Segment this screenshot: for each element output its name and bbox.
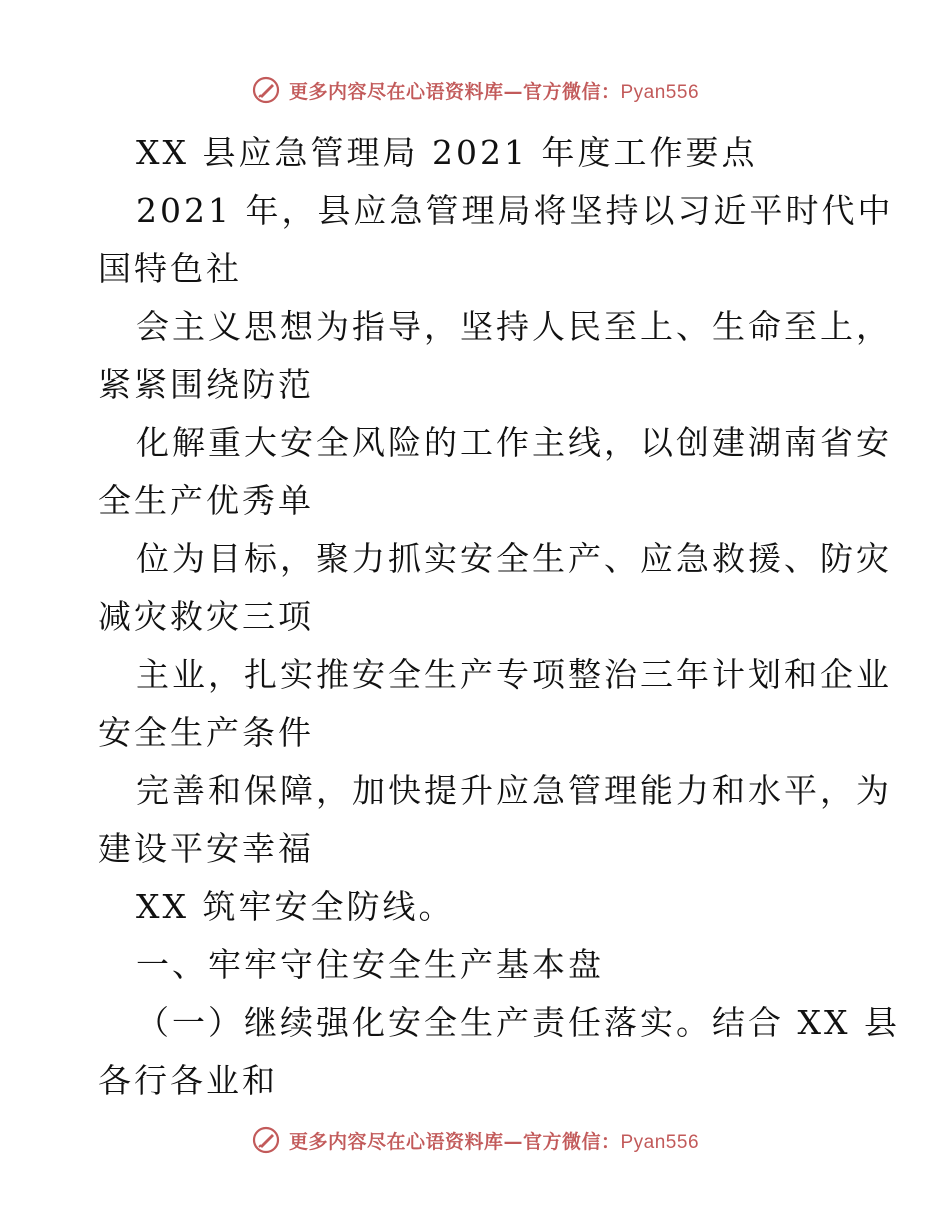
- text-line: 紧紧围绕防范: [98, 365, 314, 404]
- text-line: 减灾救灾三项: [98, 597, 314, 636]
- text-line: XX 县应急管理局 2021 年度工作要点: [136, 133, 758, 172]
- text-line: 会主义思想为指导，坚持人民至上、生命至上，: [136, 307, 892, 346]
- quill-circle-icon: [251, 1125, 281, 1155]
- text-line: 一、牢牢守住安全生产基本盘: [136, 945, 604, 984]
- text-line: 主业，扎实推安全生产专项整治三年计划和企业: [136, 655, 892, 694]
- text-line: 建设平安幸福: [98, 829, 314, 868]
- text-line: 各行各业和: [98, 1061, 278, 1100]
- watermark-text: 更多内容尽在心语资料库—官方微信：Pyan556: [288, 1130, 700, 1153]
- watermark-text: 更多内容尽在心语资料库—官方微信：Pyan556: [288, 80, 700, 103]
- watermark-banner-top: [0, 70, 950, 110]
- text-line: 2021 年，县应急管理局将坚持以习近平时代中: [136, 191, 894, 230]
- text-line: 完善和保障，加快提升应急管理能力和水平，为: [136, 771, 892, 810]
- text-line: XX 筑牢安全防线。: [136, 887, 455, 926]
- text-line: 位为目标，聚力抓实安全生产、应急救援、防灾: [136, 539, 892, 578]
- document-body: [98, 124, 900, 1110]
- text-line: 全生产优秀单: [98, 481, 314, 520]
- text-line: 国特色社: [98, 249, 242, 288]
- text-line: 化解重大安全风险的工作主线，以创建湖南省安: [136, 423, 892, 462]
- watermark-banner-bottom: [0, 1120, 950, 1160]
- text-line: 安全生产条件: [98, 713, 314, 752]
- quill-circle-icon: [251, 75, 281, 105]
- text-line: （一）继续强化安全生产责任落实。结合 XX 县: [136, 1003, 900, 1042]
